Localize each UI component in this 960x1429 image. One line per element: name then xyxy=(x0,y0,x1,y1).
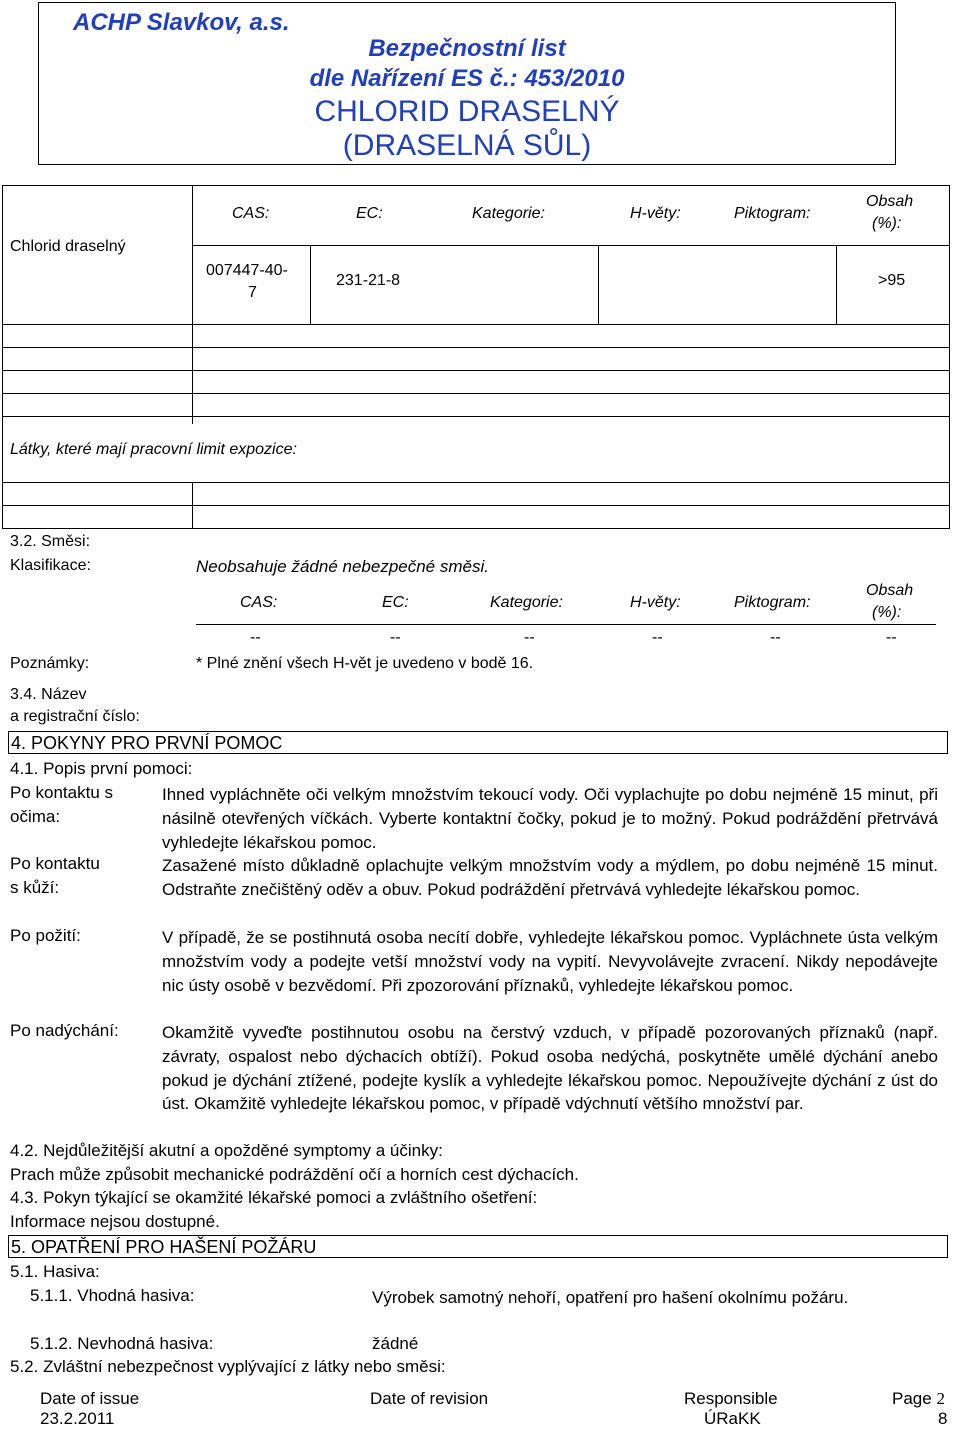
revision-date-label: Date of revision xyxy=(370,1389,489,1408)
table-rule xyxy=(2,482,950,483)
mix-category-value: -- xyxy=(524,629,535,646)
mix-cas-value: -- xyxy=(250,629,261,646)
col-content: Obsah xyxy=(866,193,914,210)
responsible-label: Responsible xyxy=(684,1389,778,1408)
col-h-statements: H-věty: xyxy=(630,205,681,222)
skin-text: Zasažené místo důkladně oplachujte velkým množstvím vody a mýdlem, po dobu nejméně 15 minut. Odstraňte znečištěný oděv a obuv. Pokud podráždění přetrvává vyhledejte lékařskou pomoc. xyxy=(162,856,938,899)
table-rule xyxy=(2,370,950,371)
document-title: Bezpečnostní list xyxy=(368,35,566,62)
eyes-label-cont: očima: xyxy=(10,807,61,826)
ingestion-label: Po požití: xyxy=(10,926,81,945)
section-5-title: 5. OPATŘENÍ PRO HAŠENÍ POŽÁRU xyxy=(8,1235,948,1258)
table-rule xyxy=(2,505,950,506)
table-rule xyxy=(2,393,950,394)
inhalation-text: Okamžitě vyveďte postihnutou osobu na čerstvý vzduch, v případě pozorovaných příznaků (např. závraty, ospalost nebo dýchacích obtíží). Pokud osoba nedýchá, poskytněte umělé dýchání anebo pokud je dýchání ztížené, podejte kyslík a vyhledejte lékařskou pomoc. Nepoužívejte dýchání z úst do úst. Okamžitě vyhledejte lékařskou pomoc, v případě vdýchnutí většího množství par. xyxy=(162,1023,938,1114)
col-cas: CAS: xyxy=(232,205,270,222)
content-value: >95 xyxy=(878,272,906,289)
table-rule xyxy=(192,185,193,424)
medical-attention-heading: 4.3. Pokyn týkající se okamžité lékařské pomoci a zvláštního ošetření: xyxy=(10,1188,538,1207)
mix-col-category: Kategorie: xyxy=(490,594,563,611)
mix-content-value: -- xyxy=(886,629,897,646)
mix-pictogram-value: -- xyxy=(770,629,781,646)
unsuitable-media-text: žádné xyxy=(372,1334,419,1353)
substance-name: Chlorid draselný xyxy=(10,238,126,255)
mix-ec-value: -- xyxy=(390,629,401,646)
table-rule xyxy=(192,482,193,529)
page-label-text: Page xyxy=(892,1389,932,1408)
mix-col-pictogram: Piktogram: xyxy=(734,594,811,611)
exposure-limit-label: Látky, které mají pracovní limit expozice: xyxy=(10,441,297,458)
col-pictogram: Piktogram: xyxy=(734,205,811,222)
page-label xyxy=(892,1389,945,1409)
page-number: 2 xyxy=(936,1389,945,1408)
table-rule xyxy=(2,324,950,325)
first-aid-subheading: 4.1. Popis první pomoci: xyxy=(10,759,193,778)
mix-h-value: -- xyxy=(652,629,663,646)
page-total: 8 xyxy=(938,1409,948,1428)
table-rule xyxy=(310,245,311,324)
mix-col-ec: EC: xyxy=(382,594,409,611)
classification-value: Neobsahuje žádné nebezpečné směsi. xyxy=(196,557,489,576)
mix-col-content-unit: (%): xyxy=(872,604,902,621)
cas-value-cont: 7 xyxy=(248,284,257,301)
col-ec: EC: xyxy=(356,205,383,222)
symptoms-heading: 4.2. Nejdůležitější akutní a opožděné symptomy a účinky: xyxy=(10,1141,443,1160)
col-category: Kategorie: xyxy=(472,205,545,222)
extinguishing-heading: 5.1. Hasiva: xyxy=(10,1262,100,1281)
skin-label-cont: s kůží: xyxy=(10,878,60,897)
mixtures-rule xyxy=(196,624,936,625)
unsuitable-media-label: 5.1.2. Nevhodná hasiva: xyxy=(30,1334,214,1353)
notes-value: * Plné znění všech H-vět je uvedeno v bodě 16. xyxy=(196,655,534,672)
special-hazards-heading: 5.2. Zvláštní nebezpečnost vyplývající z látky nebo směsi: xyxy=(10,1357,446,1376)
section-4-title: 4. POKYNY PRO PRVNÍ POMOC xyxy=(8,731,948,754)
inhalation-label: Po nadýchání: xyxy=(10,1021,119,1040)
ingestion-text: V případě, že se postihnutá osoba necítí dobře, vyhledejte lékařskou pomoc. Vypláchnete ústa velkým množstvím vody a podejte vetší množství vody na vypití. Nevyvolávejte zvracení. Nikdy nepodávejte nic ústy osobě v bezvědomí. Při zpozorování příznaků, vyhledejte lékařskou pomoc. xyxy=(162,928,938,995)
ec-value: 231-21-8 xyxy=(336,272,401,289)
table-rule xyxy=(598,245,599,324)
notes-label: Poznámky: xyxy=(10,655,90,672)
regulation: dle Nařízení ES č.: 453/2010 xyxy=(309,65,625,92)
mixtures-heading: 3.2. Směsi: xyxy=(10,533,91,550)
cas-value: 007447-40- xyxy=(206,262,288,279)
eyes-label: Po kontaktu s xyxy=(10,783,114,802)
issue-date-value: 23.2.2011 xyxy=(40,1409,115,1428)
eyes-text: Ihned vypláchněte oči velkým množstvím tekoucí vody. Oči vyplachujte po dobu nejméně 15 minut, při násilně otevřených víčkách. Vyberte kontaktní čočky, pokud je to možný. Pokud podráždění přetrvává vyhledejte lékařskou pomoc. xyxy=(162,785,938,852)
name-label-cont: a registrační číslo: xyxy=(10,708,140,725)
issue-date-label: Date of issue xyxy=(40,1389,140,1408)
col-content-unit: (%): xyxy=(872,215,902,232)
table-border xyxy=(2,185,950,529)
medical-attention-text: Informace nejsou dostupné. xyxy=(10,1212,220,1231)
symptoms-text: Prach může způsobit mechanické podráždění očí a horních cest dýchacích. xyxy=(10,1165,579,1184)
table-rule xyxy=(2,347,950,348)
product-name: CHLORID DRASELNÝ xyxy=(314,95,620,128)
skin-label: Po kontaktu xyxy=(10,854,100,873)
name-label: 3.4. Název xyxy=(10,686,87,703)
suitable-media-text: Výrobek samotný nehoří, opatření pro hašení okolnímu požáru. xyxy=(372,1288,849,1307)
mix-col-cas: CAS: xyxy=(240,594,278,611)
header-box xyxy=(38,2,896,165)
mix-col-content: Obsah xyxy=(866,582,914,599)
table-rule xyxy=(836,245,837,324)
responsible-value: ÚRaKK xyxy=(704,1409,761,1428)
classification-label: Klasifikace: xyxy=(10,557,91,574)
table-rule xyxy=(2,416,950,417)
mix-col-h-statements: H-věty: xyxy=(630,594,681,611)
suitable-media-label: 5.1.1. Vhodná hasiva: xyxy=(30,1286,195,1305)
company-name: ACHP Slavkov, a.s. xyxy=(73,9,290,36)
product-alt-name: (DRASELNÁ SŮL) xyxy=(342,129,592,162)
